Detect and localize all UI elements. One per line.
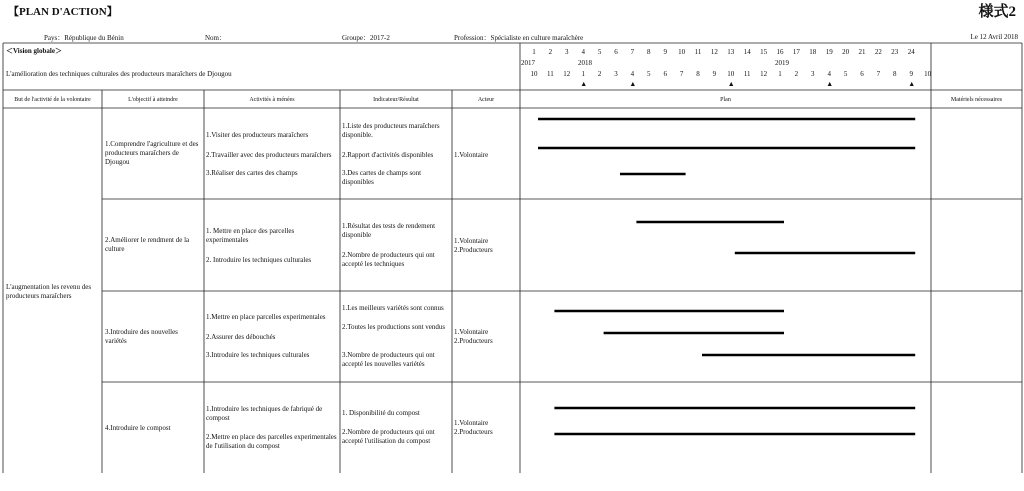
actor-2-2: 2.Producteurs <box>454 246 493 254</box>
name-field: Nom： <box>205 34 226 42</box>
vision-label: ＜Vision globale＞ <box>6 47 62 55</box>
timeline-month: 6 <box>860 70 864 78</box>
milestone-marker: ▲ <box>629 80 637 88</box>
objective-4: 4.Introduire le compost <box>105 424 171 432</box>
timeline-month: 4 <box>630 70 635 78</box>
actor-3-2: 2.Producteurs <box>454 337 493 345</box>
timeline-month: 8 <box>696 70 700 78</box>
timeline-month: 1 <box>778 70 782 78</box>
indicator-1-3: 3.Des cartes de champs sont disponibles <box>342 169 422 186</box>
milestone-marker: ▲ <box>908 80 916 88</box>
timeline-month: 6 <box>663 70 667 78</box>
col-header-activites: Activités à ménées <box>249 97 295 103</box>
indicator-2-1: 1.Résultat des tests de rendement disponible <box>342 222 436 239</box>
date-field: Le 12 Avril 2018 <box>970 33 1018 41</box>
timeline-index: 11 <box>694 48 702 56</box>
plan-title: 【PLAN D'ACTION】 <box>8 6 118 18</box>
activity-1-1: 1.Visiter des producteurs maraîchers <box>206 131 309 139</box>
timeline-month: 9 <box>909 70 913 78</box>
col-header-but: But de l'activité de la volontaire <box>14 97 91 103</box>
indicator-1-1: 1.Liste des producteurs maraîchers disponible. <box>342 122 440 139</box>
col-header-indicateur: Indicateur/Résultat <box>373 97 419 103</box>
timeline-index: 21 <box>858 48 866 56</box>
timeline-index: 10 <box>678 48 686 56</box>
timeline-month: 4 <box>827 70 831 78</box>
timeline-index: 9 <box>663 48 667 56</box>
timeline-index: 8 <box>647 48 651 56</box>
col-header-materiels: Matériels nécessaires <box>950 97 1003 103</box>
timeline-index: 2 <box>548 48 553 56</box>
group-field: Groupe：2017-2 <box>342 34 390 42</box>
milestone-marker: ▲ <box>826 80 834 88</box>
activity-3-1: 1.Mettre en place parcelles experimentales <box>206 313 326 321</box>
timeline-index: 20 <box>842 48 850 56</box>
timeline-index: 6 <box>614 48 618 56</box>
timeline-index: 16 <box>776 48 784 56</box>
year-2018: 2018 <box>578 59 592 67</box>
milestone-marker: ▲ <box>727 80 735 88</box>
year-2017: 2017 <box>521 59 535 67</box>
col-header-objectif: L'objectif à atteindre <box>128 97 178 103</box>
year-2019: 2019 <box>775 59 789 67</box>
vision-text: L'amélioration des techniques culturales des producteurs maraîchers de Djougou <box>6 70 232 78</box>
activity-4-1: 1.Introduire les techniques de fabriqué de compost <box>206 405 323 422</box>
indicator-1-2: 2.Rapport d'activités disponibles <box>342 151 434 159</box>
timeline-index: 15 <box>760 48 768 56</box>
timeline-month: 2 <box>597 70 602 78</box>
timeline-index: 7 <box>630 48 635 56</box>
timeline-index: 5 <box>597 48 602 56</box>
timeline-index: 3 <box>565 48 569 56</box>
actor-1-1: 1.Volontaire <box>454 151 489 159</box>
timeline-month: 3 <box>614 70 618 78</box>
activity-1-2: 2.Travailler avec des producteurs maraîchers <box>206 151 332 159</box>
timeline-index: 17 <box>792 48 800 56</box>
timeline-index: 14 <box>743 48 751 56</box>
activity-2-2: 2. Introduire les techniques culturales <box>206 256 312 264</box>
profession-field: Profession：Spécialiste en culture maraîchère <box>454 34 584 42</box>
activity-2-1: 1. Mettre en place des parcelles experimentales <box>206 227 295 244</box>
timeline-month: 3 <box>811 70 815 78</box>
timeline-month: 9 <box>712 70 717 78</box>
objective-1: 1.Comprendre l'agriculture et des producteurs maraîchers de Djougou <box>105 140 199 166</box>
indicator-3-1: 1.Les meilleurs variétés sont connus <box>342 304 444 312</box>
actor-4-1: 1.Volontaire <box>454 419 489 427</box>
timeline-month: 11 <box>547 70 554 78</box>
actor-4-2: 2.Producteurs <box>454 428 493 436</box>
goal-text: L'augmentation les revenu des producteurs maraîchers <box>6 283 92 300</box>
objective-3: 3.Introduire des nouvelles variétés <box>105 328 178 345</box>
timeline-month: 10 <box>924 70 932 78</box>
col-header-plan: Plan <box>720 97 731 103</box>
timeline-month: 8 <box>893 70 897 78</box>
col-header-acteur: Acteur <box>477 97 495 103</box>
timeline-index: 23 <box>891 48 899 56</box>
timeline-month: 5 <box>647 70 651 78</box>
timeline-month: 10 <box>530 70 538 78</box>
timeline-index: 12 <box>710 48 718 56</box>
timeline-month: 10 <box>727 70 735 78</box>
timeline-month: 1 <box>581 70 585 78</box>
indicator-2-2: 2.Nombre de producteurs qui ont accepté les techniques <box>342 251 435 268</box>
milestone-marker: ▲ <box>580 80 588 88</box>
timeline-index: 13 <box>727 48 735 56</box>
indicator-4-2: 2.Nombre de producteurs qui ont accepté l'utilisation du compost <box>342 428 435 445</box>
activity-3-2: 2.Assurer des débouchés <box>206 333 276 341</box>
activity-4-2: 2.Mettre en place des parcelles experimentales de l'utilisation du compost <box>206 433 337 450</box>
timeline-month: 12 <box>760 70 768 78</box>
timeline-index: 22 <box>874 48 882 56</box>
timeline-month: 11 <box>743 70 751 78</box>
timeline-index: 24 <box>907 48 915 56</box>
actor-3-1: 1.Volontaire <box>454 328 489 336</box>
objective-2: 2.Améliorer le rendment de la culture <box>105 236 190 253</box>
activity-1-3: 3.Réaliser des cartes des champs <box>206 169 298 177</box>
timeline-month: 12 <box>563 70 571 78</box>
form-label: 様式2 <box>978 4 1016 20</box>
timeline-index: 1 <box>532 48 536 56</box>
timeline-index: 19 <box>825 48 833 56</box>
timeline-month: 5 <box>843 70 848 78</box>
indicator-3-3: 3.Nombre de producteurs qui ont accepté les nouvelles variétés <box>342 351 435 368</box>
timeline-index: 4 <box>581 48 585 56</box>
timeline-month: 2 <box>794 70 799 78</box>
actor-2-1: 1.Volontaire <box>454 237 489 245</box>
indicator-4-1: 1. Disponibilité du compost <box>342 409 420 417</box>
activity-3-3: 3.Introduire les techniques culturales <box>206 351 310 359</box>
indicator-3-2: 2.Toutes les productions sont vendus <box>342 323 446 331</box>
timeline-index: 18 <box>809 48 817 56</box>
timeline-month: 7 <box>679 70 684 78</box>
country-field: Pays：République du Bénin <box>44 34 124 42</box>
timeline-month: 7 <box>876 70 881 78</box>
